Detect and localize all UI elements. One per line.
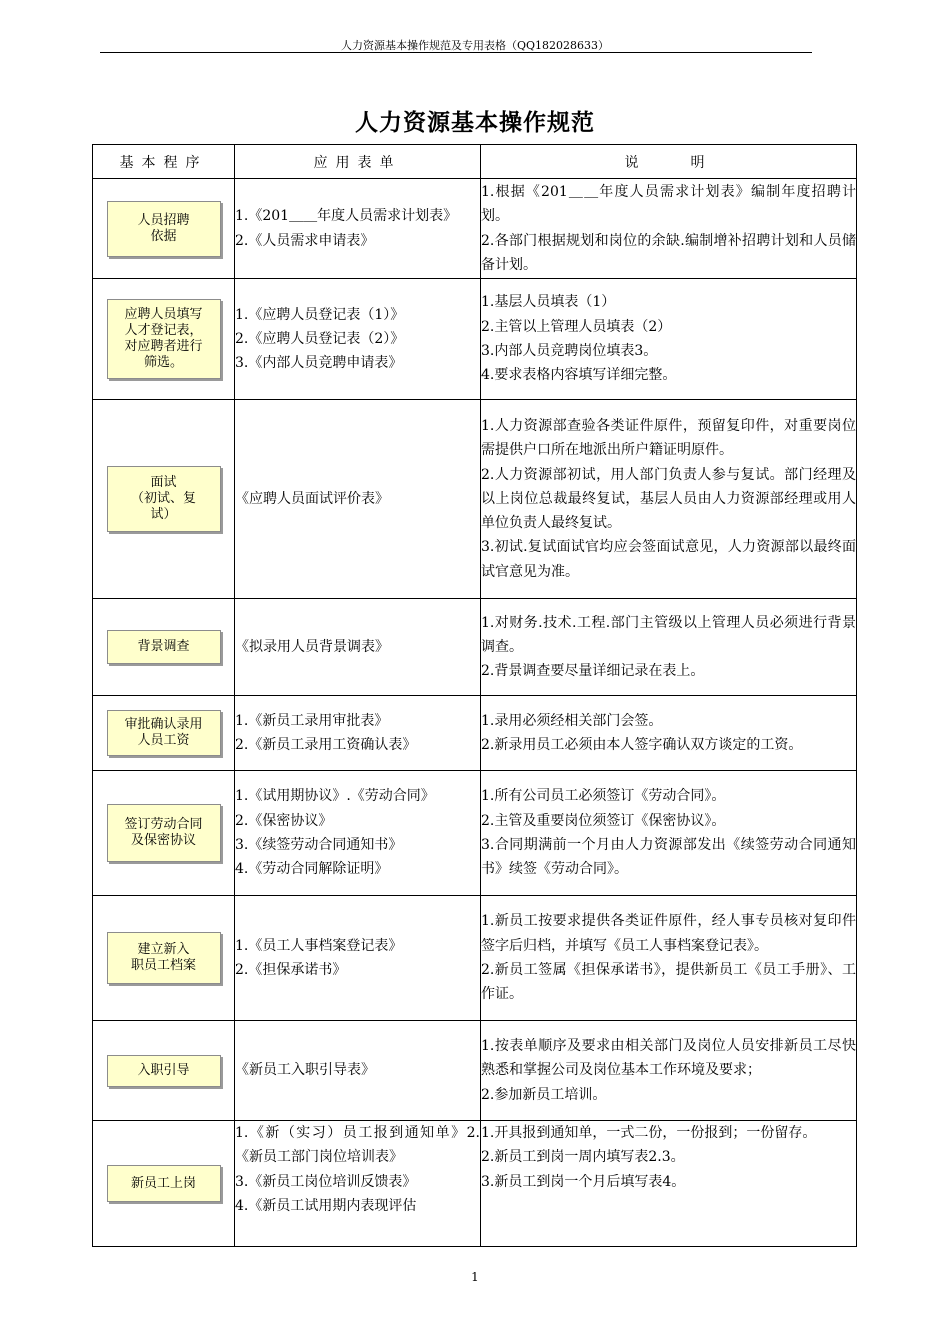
table-row [93,696,857,771]
step-label [107,710,221,756]
note-item: 1.对财务.技术.工程.部门主管级以上管理人员必须进行背景调查。 [481,614,856,655]
form-item: 2.《人员需求申请表》 [235,232,375,249]
form-item: 1.《新（实习）员工报到通知单》2.《新员工部门岗位培训表》 [235,1125,480,1166]
note-item: 2.主管及重要岗位须签订《保密协议》。 [481,812,726,829]
step-label [107,630,221,664]
note-item: 1.录用必须经相关部门会签。 [481,712,663,729]
table-row [93,1121,857,1247]
note-item: 2.人力资源部初试，用人部门负责人参与复试。部门经理及以上岗位总裁最终复试，基层人员由人力资源部经理或用人单位负责人最终复试。 [481,466,856,532]
forms-cell [235,599,481,696]
forms-cell [235,771,481,896]
form-item: 1.《新员工录用审批表》 [235,712,389,729]
procedure-table [92,144,857,1247]
step-label-line: 入职引导 [137,1062,190,1078]
step-label [107,201,221,257]
note-item: 3.新员工到岗一个月后填写表4。 [481,1173,686,1190]
forms-cell [235,279,481,400]
form-item: 2.《新员工录用工资确认表》 [235,737,417,753]
step-label [107,299,221,379]
note-item: 2.新录用员工必须由本人签字确认双方谈定的工资。 [481,737,803,753]
step-cell [93,1121,235,1247]
step-label-line: 职员工档案 [130,958,196,973]
form-item: 3.《续签劳动合同通知书》 [235,837,403,853]
table-row [93,179,857,279]
step-label-line: 新员工上岗 [130,1175,196,1191]
note-item: 1.开具报到通知单，一式二份，一份报到；一份留存。 [481,1125,817,1141]
form-item: 2.《保密协议》 [235,812,333,829]
step-label [107,466,221,532]
forms-cell [235,179,481,279]
form-item: 2.《应聘人员登记表（2）》 [235,330,405,347]
step-cell [93,696,235,771]
step-label-line: 人才登记表， [124,323,203,338]
note-item: 1.所有公司员工必须签订《劳动合同》。 [481,788,726,805]
form-item: 1.《应聘人员登记表（1）》 [235,306,405,323]
step-label [107,1165,221,1202]
note-item: 4.要求表格内容填写详细完整。 [481,367,677,384]
step-label [107,804,221,862]
column-header: 应用表单 [235,145,481,179]
note-item: 3.内部人员竞聘岗位填表3。 [481,343,658,359]
forms-cell [235,1021,481,1121]
note-item: 3.合同期满前一个月由人力资源部发出《续签劳动合同通知书》续签《劳动合同》。 [481,837,856,878]
notes-cell [481,179,857,279]
note-item: 1.根据《201＿＿年度人员需求计划表》编制年度招聘计划。 [481,183,856,225]
step-label-line: 对应聘者进行 [124,339,203,354]
table-row [93,771,857,896]
form-item: 《新员工入职引导表》 [235,1062,375,1079]
form-item: 1.《201＿＿年度人员需求计划表》 [235,208,458,225]
note-item: 2.新员工到岗一周内填写表2.3。 [481,1149,685,1166]
table-row [93,599,857,696]
step-label-line: （初试、复 [130,491,196,506]
note-item: 2.参加新员工培训。 [481,1086,607,1103]
forms-cell [235,696,481,771]
forms-cell [235,400,481,599]
step-label-line: 签订劳动合同 [124,817,203,832]
page-header: 人力资源基本操作规范及专用表格（QQ182028633） [340,39,610,52]
form-item: 《拟录用人员背景调表》 [235,638,389,655]
note-item: 2.新员工签属《担保承诺书》，提供新员工《员工手册》、工作证。 [481,962,856,1003]
notes-cell [481,279,857,400]
note-item: 3.初试.复试面试官均应会签面试意见，人力资源部以最终面试官意见为准。 [481,539,856,580]
step-label-line: 审批确认录用 [124,717,203,732]
table-row [93,279,857,400]
forms-cell [235,896,481,1021]
table-row [93,896,857,1021]
notes-cell [481,1121,857,1247]
forms-cell [235,1121,481,1247]
step-label-line: 背景调查 [137,639,190,654]
notes-cell [481,599,857,696]
step-cell [93,179,235,279]
table-row [93,400,857,599]
form-item: 1.《试用期协议》.《劳动合同》 [235,788,435,805]
notes-cell [481,771,857,896]
step-cell [93,400,235,599]
table-header-row [93,145,857,179]
step-cell [93,771,235,896]
notes-cell [481,896,857,1021]
notes-cell [481,696,857,771]
column-header: 说 明 [481,145,857,179]
step-label [107,932,221,984]
note-item: 1.人力资源部查验各类证件原件，预留复印件，对重要岗位需提供户口所在地派出所户籍证明原件。 [481,417,856,459]
step-label-line: 依据 [150,228,177,244]
step-label-line: 筛选。 [143,355,183,370]
step-label-line: 试） [150,507,177,522]
note-item: 1.按表单顺序及要求由相关部门及岗位人员安排新员工尽快熟悉和掌握公司及岗位基本工作环境及要求； [481,1038,856,1079]
form-item: 4.《劳动合同解除证明》 [235,861,389,878]
form-item: 2.《担保承诺书》 [235,962,347,978]
step-label-line: 人员工资 [137,733,190,748]
form-item: 3.《内部人员竞聘申请表》 [235,355,403,372]
form-item: 3.《新员工岗位培训反馈表》 [235,1173,417,1190]
step-cell [93,896,235,1021]
note-item: 2.主管以上管理人员填表（2） [481,318,672,335]
step-label-line: 及保密协议 [130,833,196,848]
form-item: 4.《新员工试用期内表现评估 [235,1197,417,1214]
note-item: 1.新员工按要求提供各类证件原件，经人事专员核对复印件签字后归档，并填写《员工人事档案登记表》。 [481,913,856,954]
header-rule [100,52,812,53]
note-item: 1.基层人员填表（1） [481,294,616,311]
step-cell [93,599,235,696]
step-label-line: 建立新入 [137,942,190,957]
table-row [93,1021,857,1121]
page-number: 1 [471,1270,479,1284]
step-label-line: 人员招聘 [137,212,190,228]
step-cell [93,1021,235,1121]
form-item: 《应聘人员面试评价表》 [235,490,389,507]
form-item: 1.《员工人事档案登记表》 [235,937,403,954]
step-cell [93,279,235,400]
column-header: 基本程序 [93,145,235,179]
step-label [107,1055,221,1087]
notes-cell [481,400,857,599]
document-title: 人力资源基本操作规范 [355,109,595,136]
notes-cell [481,1021,857,1121]
step-label-line: 应聘人员填写 [124,307,203,322]
note-item: 2.各部门根据规划和岗位的余缺.编制增补招聘计划和人员储备计划。 [481,232,856,273]
step-label-line: 面试 [150,475,177,490]
note-item: 2.背景调查要尽量详细记录在表上。 [481,663,705,680]
